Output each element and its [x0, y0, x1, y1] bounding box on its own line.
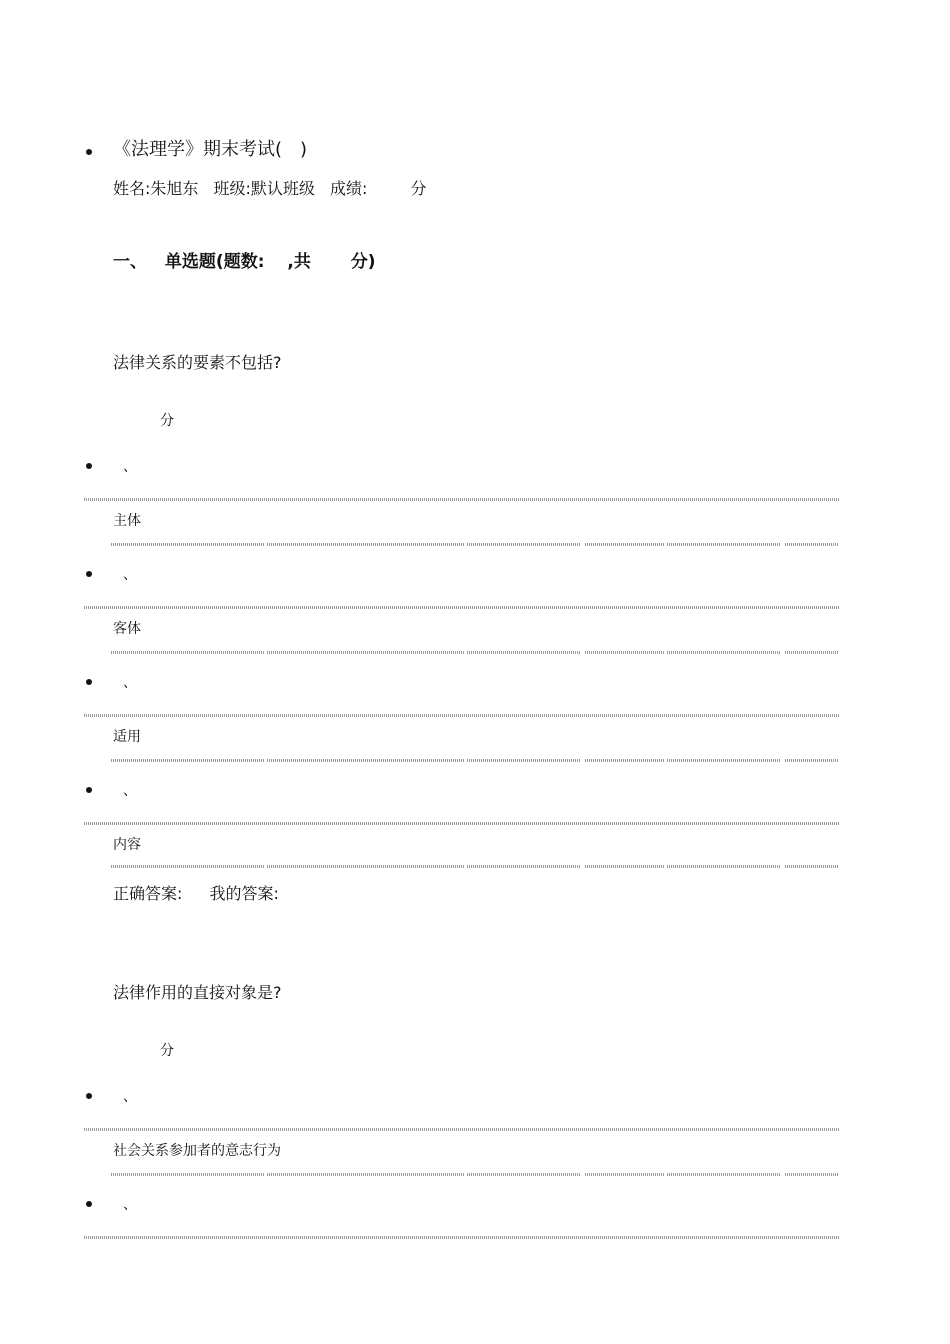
option-separator: 、: [123, 459, 137, 475]
name-value: 朱旭东: [150, 179, 199, 198]
option-text: 内容: [113, 837, 141, 853]
option-text: 适用: [113, 729, 141, 745]
option-separator: 、: [123, 783, 137, 799]
option-bottom-rule: [111, 1173, 839, 1176]
my-answer-label: 我的答案:: [209, 884, 279, 903]
section-number: 一、: [113, 252, 147, 272]
title-bullet: [86, 149, 92, 155]
option-bottom-rule: [111, 651, 839, 654]
question-2-points: 分: [160, 1043, 174, 1059]
option-separator: 、: [123, 1197, 137, 1213]
option-bullet: [86, 679, 92, 685]
option-bullet: [86, 1201, 92, 1207]
name-label: 姓名:: [113, 179, 151, 198]
section-heading: [113, 247, 376, 272]
option-bottom-rule: [111, 865, 839, 868]
option-top-rule: [84, 498, 839, 501]
class-label: 班级:: [213, 179, 251, 198]
question-1-points: 分: [160, 413, 174, 429]
class-value: 默认班级: [250, 179, 315, 198]
option-text: 社会关系参加者的意志行为: [113, 1143, 281, 1159]
section-title: 单选题(题数: ,共 分): [164, 252, 376, 272]
question-2-text: 法律作用的直接对象是?: [113, 983, 282, 1002]
option-bullet: [86, 787, 92, 793]
option-top-rule: [84, 822, 839, 825]
option-top-rule: [84, 1236, 839, 1239]
option-bottom-rule: [111, 543, 839, 546]
score-unit: 分: [410, 179, 427, 198]
option-separator: 、: [123, 1089, 137, 1105]
option-bullet: [86, 1093, 92, 1099]
option-bullet: [86, 463, 92, 469]
option-separator: 、: [123, 567, 137, 583]
answer-line: [113, 881, 279, 904]
option-top-rule: [84, 606, 839, 609]
option-bottom-rule: [111, 759, 839, 762]
correct-answer-label: 正确答案:: [113, 884, 183, 903]
student-info-line: [113, 176, 427, 199]
option-top-rule: [84, 714, 839, 717]
option-bullet: [86, 571, 92, 577]
option-text: 客体: [113, 621, 141, 637]
option-top-rule: [84, 1128, 839, 1131]
exam-title: 《法理学》期末考试( ): [113, 139, 308, 160]
score-label: 成绩:: [330, 179, 368, 198]
option-separator: 、: [123, 675, 137, 691]
option-text: 主体: [113, 513, 141, 529]
question-1-text: 法律关系的要素不包括?: [113, 353, 282, 372]
